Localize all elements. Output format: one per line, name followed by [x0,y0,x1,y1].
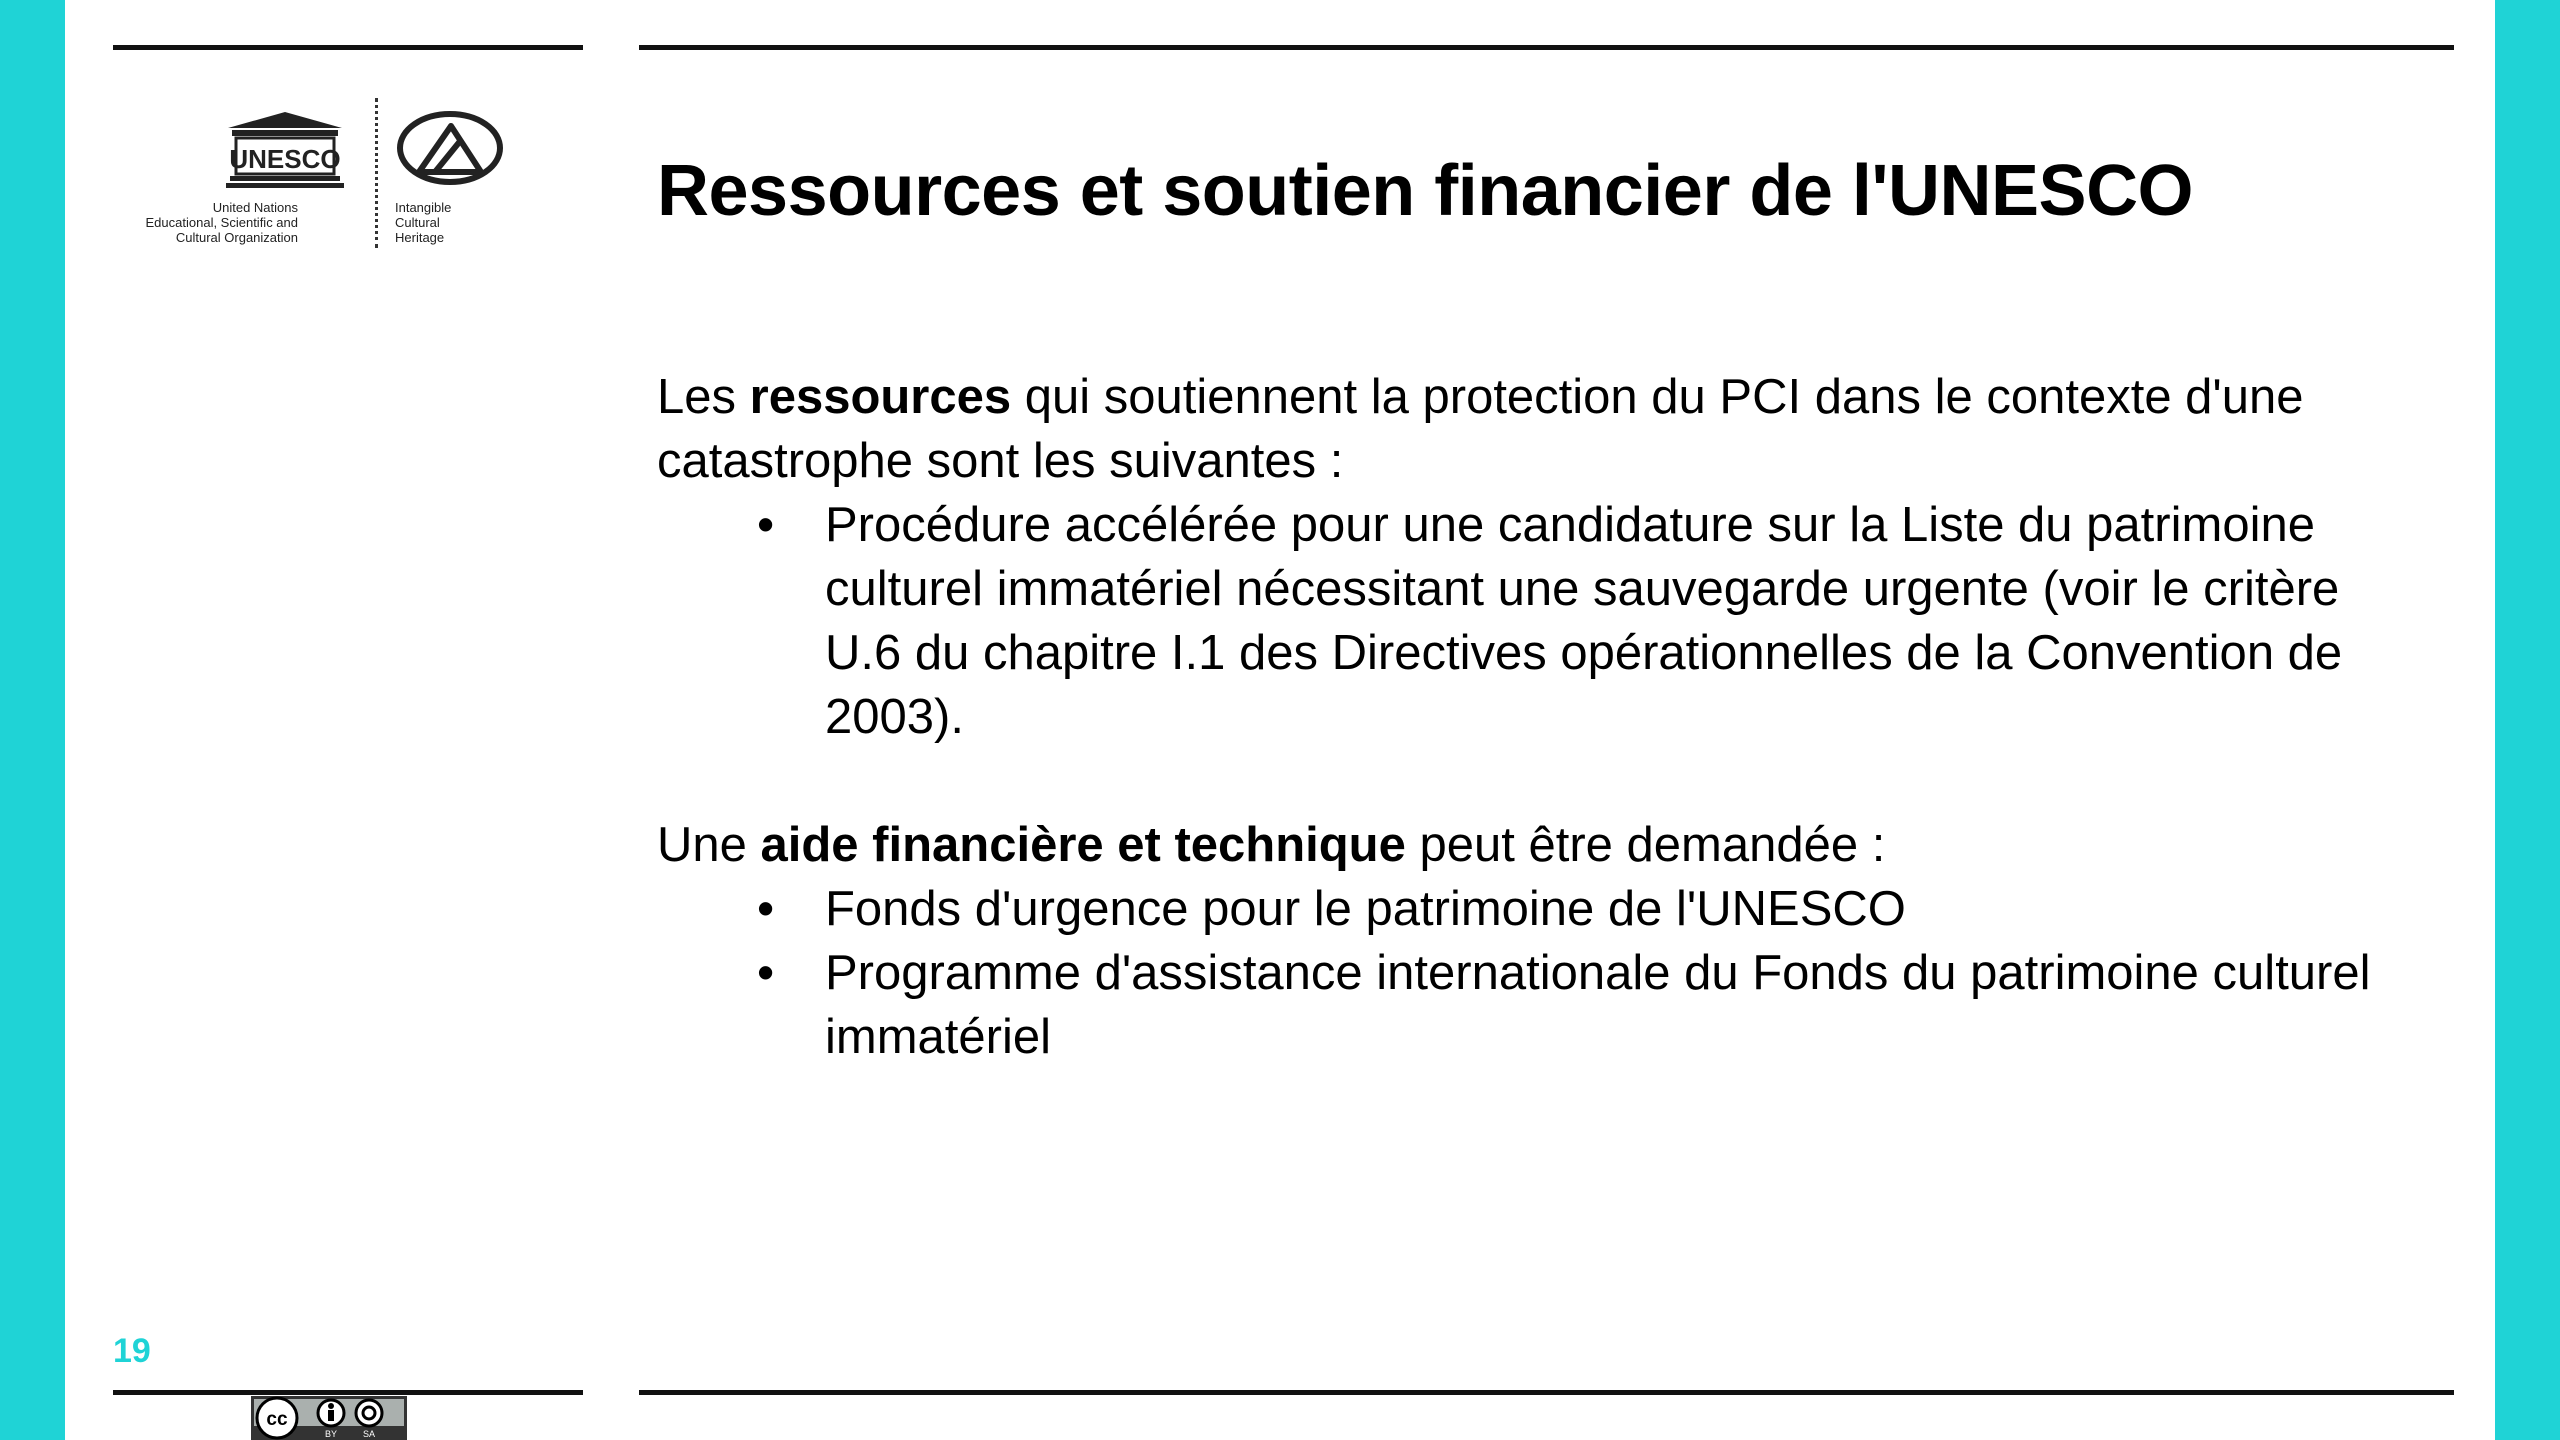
ich-label: Intangible Cultural Heritage [395,200,452,245]
page-number: 19 [113,1332,151,1370]
unesco-ich-logo [110,90,550,250]
cc-by-sa-license-icon [251,1396,407,1440]
svg-text:cc: cc [266,1409,288,1430]
slide-title: Ressources et soutien financier de l'UNESCO [657,151,2194,231]
slide [65,0,2495,1440]
resources-bold: ressources [749,370,1012,424]
list-item: • Procédure accélérée pour une candidature sur la Liste du patrimoine culturel immatériel nécessitant une sauvegarde urgente (voir le critère U.6 du chapitre I.1 des Directives opérationnelles de la Convention de 2003). [657,493,2377,749]
top-right-rule [639,45,2454,50]
svg-text:UNESCO: UNESCO [229,144,341,174]
intangible-heritage-icon [395,110,505,190]
bullet-icon: • [757,946,775,1000]
slide-body [657,365,2377,1069]
resources-list [657,493,2377,749]
bottom-left-rule [113,1390,583,1395]
svg-text:SA: SA [362,1429,376,1439]
bottom-right-rule [639,1390,2454,1395]
resources-paragraph: Les ressources qui soutiennent la protection du PCI dans le contexte d'une catastrophe sont les suivantes : [657,370,2304,488]
financial-aid-paragraph: Une aide financière et technique peut être demandée : [657,818,1886,872]
svg-text:BY: BY [324,1429,338,1439]
unesco-org-name: United Nations Educational, Scientific and Cultural Organization [145,200,298,245]
list-item: • Fonds d'urgence pour le patrimoine de l'UNESCO [657,877,2377,941]
list-item: • Programme d'assistance internationale du Fonds du patrimoine culturel immatériel [657,941,2377,1069]
logo-separator [375,98,378,248]
unesco-temple-icon [220,108,350,190]
financial-aid-list [657,877,2377,1069]
bullet-icon: • [757,882,775,936]
bullet-icon: • [757,498,775,552]
top-left-rule [113,45,583,50]
financial-aid-bold: aide financière et technique [760,818,1406,872]
